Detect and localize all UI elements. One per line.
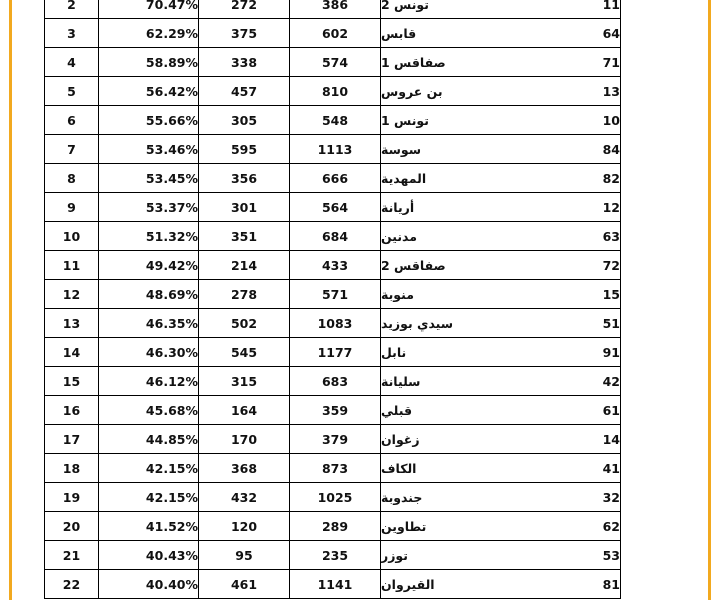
table-row	[45, 164, 621, 193]
region-name: جندوبة	[381, 489, 423, 505]
region-name: زغوان	[381, 431, 420, 447]
region-code: 61	[602, 402, 620, 418]
region-cell	[381, 396, 621, 425]
success-rate-cell: 42.15%	[99, 483, 199, 512]
table-row	[45, 106, 621, 135]
present-count-cell: 289	[290, 512, 381, 541]
success-rate-cell: 48.69%	[99, 280, 199, 309]
passed-count-cell: 356	[199, 164, 290, 193]
passed-count-cell: 457	[199, 77, 290, 106]
region-name: توزر	[381, 547, 408, 563]
present-count-cell: 684	[290, 222, 381, 251]
present-count-cell: 1083	[290, 309, 381, 338]
region-cell	[381, 19, 621, 48]
region-code: 64	[602, 25, 620, 41]
table-row	[45, 48, 621, 77]
region-code: 62	[602, 518, 620, 534]
table-row	[45, 309, 621, 338]
page-frame-left-border	[9, 0, 12, 600]
region-cell	[381, 48, 621, 77]
present-count-cell: 564	[290, 193, 381, 222]
region-name: تطاوين	[381, 518, 427, 534]
region-code: 12	[602, 199, 620, 215]
present-count-cell: 810	[290, 77, 381, 106]
region-code: 82	[602, 170, 620, 186]
passed-count-cell: 545	[199, 338, 290, 367]
success-rate-cell: 46.35%	[99, 309, 199, 338]
region-name: صفاقس 2	[381, 257, 446, 273]
success-rate-cell: 55.66%	[99, 106, 199, 135]
passed-count-cell: 278	[199, 280, 290, 309]
passed-count-cell: 272	[199, 0, 290, 19]
passed-count-cell: 305	[199, 106, 290, 135]
rank-cell: 17	[45, 425, 99, 454]
results-table	[44, 0, 621, 599]
success-rate-cell: 40.43%	[99, 541, 199, 570]
region-cell	[381, 367, 621, 396]
region-code: 53	[602, 547, 620, 563]
passed-count-cell: 368	[199, 454, 290, 483]
table-row	[45, 425, 621, 454]
passed-count-cell: 432	[199, 483, 290, 512]
rank-cell: 19	[45, 483, 99, 512]
rank-cell: 14	[45, 338, 99, 367]
table-row	[45, 338, 621, 367]
table-row	[45, 512, 621, 541]
rank-cell: 5	[45, 77, 99, 106]
region-cell	[381, 483, 621, 512]
rank-cell: 22	[45, 570, 99, 599]
present-count-cell: 1141	[290, 570, 381, 599]
rank-cell: 11	[45, 251, 99, 280]
region-cell	[381, 338, 621, 367]
present-count-cell: 602	[290, 19, 381, 48]
table-row	[45, 396, 621, 425]
success-rate-cell: 53.37%	[99, 193, 199, 222]
region-code: 81	[602, 576, 620, 592]
present-count-cell: 1025	[290, 483, 381, 512]
region-cell	[381, 77, 621, 106]
page-frame-right-border	[708, 0, 711, 600]
table-row	[45, 135, 621, 164]
region-code: 42	[602, 373, 620, 389]
rank-cell: 15	[45, 367, 99, 396]
present-count-cell: 873	[290, 454, 381, 483]
region-name: بن عروس	[381, 83, 443, 99]
passed-count-cell: 120	[199, 512, 290, 541]
rank-cell: 2	[45, 0, 99, 19]
rank-cell: 18	[45, 454, 99, 483]
present-count-cell: 683	[290, 367, 381, 396]
success-rate-cell: 51.32%	[99, 222, 199, 251]
region-name: أريانة	[381, 199, 415, 215]
region-name: سليانة	[381, 373, 421, 389]
present-count-cell: 379	[290, 425, 381, 454]
success-rate-cell: 42.15%	[99, 454, 199, 483]
region-name: قبلي	[381, 402, 413, 418]
table-row	[45, 77, 621, 106]
success-rate-cell: 58.89%	[99, 48, 199, 77]
present-count-cell: 386	[290, 0, 381, 19]
region-name: تونس 1	[381, 112, 429, 128]
region-name: منوبة	[381, 286, 414, 302]
region-cell	[381, 425, 621, 454]
region-cell	[381, 454, 621, 483]
region-code: 32	[602, 489, 620, 505]
success-rate-cell: 40.40%	[99, 570, 199, 599]
table-row	[45, 0, 621, 19]
region-code: 84	[602, 141, 620, 157]
table-row	[45, 222, 621, 251]
present-count-cell: 548	[290, 106, 381, 135]
present-count-cell: 571	[290, 280, 381, 309]
table-row	[45, 541, 621, 570]
region-code: 14	[602, 431, 620, 447]
region-code: 91	[602, 344, 620, 360]
region-name: صفاقس 1	[381, 54, 446, 70]
present-count-cell: 433	[290, 251, 381, 280]
region-code: 15	[602, 286, 620, 302]
region-code: 41	[602, 460, 620, 476]
region-cell	[381, 164, 621, 193]
passed-count-cell: 164	[199, 396, 290, 425]
present-count-cell: 235	[290, 541, 381, 570]
region-cell	[381, 135, 621, 164]
results-table-body	[45, 0, 621, 599]
rank-cell: 13	[45, 309, 99, 338]
passed-count-cell: 315	[199, 367, 290, 396]
region-name: القيروان	[381, 576, 435, 592]
passed-count-cell: 375	[199, 19, 290, 48]
rank-cell: 6	[45, 106, 99, 135]
present-count-cell: 666	[290, 164, 381, 193]
region-cell	[381, 309, 621, 338]
passed-count-cell: 95	[199, 541, 290, 570]
success-rate-cell: 53.46%	[99, 135, 199, 164]
passed-count-cell: 595	[199, 135, 290, 164]
region-name: المهدية	[381, 170, 427, 186]
present-count-cell: 1177	[290, 338, 381, 367]
region-cell	[381, 106, 621, 135]
success-rate-cell: 62.29%	[99, 19, 199, 48]
table-row	[45, 280, 621, 309]
rank-cell: 7	[45, 135, 99, 164]
region-cell	[381, 0, 621, 19]
table-row	[45, 570, 621, 599]
rank-cell: 12	[45, 280, 99, 309]
passed-count-cell: 214	[199, 251, 290, 280]
passed-count-cell: 338	[199, 48, 290, 77]
region-code: 13	[602, 83, 620, 99]
present-count-cell: 359	[290, 396, 381, 425]
table-row	[45, 483, 621, 512]
present-count-cell: 1113	[290, 135, 381, 164]
passed-count-cell: 351	[199, 222, 290, 251]
success-rate-cell: 70.47%	[99, 0, 199, 19]
region-name: قابس	[381, 25, 417, 41]
passed-count-cell: 502	[199, 309, 290, 338]
region-name: مدنين	[381, 228, 418, 244]
table-row	[45, 367, 621, 396]
rank-cell: 8	[45, 164, 99, 193]
region-cell	[381, 541, 621, 570]
region-cell	[381, 280, 621, 309]
success-rate-cell: 41.52%	[99, 512, 199, 541]
rank-cell: 9	[45, 193, 99, 222]
passed-count-cell: 170	[199, 425, 290, 454]
success-rate-cell: 46.12%	[99, 367, 199, 396]
rank-cell: 16	[45, 396, 99, 425]
region-code: 72	[602, 257, 620, 273]
region-code: 51	[602, 315, 620, 331]
present-count-cell: 574	[290, 48, 381, 77]
success-rate-cell: 45.68%	[99, 396, 199, 425]
success-rate-cell: 46.30%	[99, 338, 199, 367]
success-rate-cell: 49.42%	[99, 251, 199, 280]
region-name: تونس 2	[381, 0, 429, 12]
rank-cell: 21	[45, 541, 99, 570]
rank-cell: 10	[45, 222, 99, 251]
region-name: نابل	[381, 344, 407, 360]
region-cell	[381, 251, 621, 280]
passed-count-cell: 301	[199, 193, 290, 222]
success-rate-cell: 53.45%	[99, 164, 199, 193]
rank-cell: 20	[45, 512, 99, 541]
region-name: سوسة	[381, 141, 422, 157]
passed-count-cell: 461	[199, 570, 290, 599]
region-code: 63	[602, 228, 620, 244]
region-name: الكاف	[381, 460, 417, 476]
region-cell	[381, 570, 621, 599]
table-row	[45, 19, 621, 48]
region-code: 11	[602, 0, 620, 12]
region-code: 10	[602, 112, 620, 128]
table-row	[45, 251, 621, 280]
region-cell	[381, 222, 621, 251]
table-row	[45, 454, 621, 483]
table-row	[45, 193, 621, 222]
region-code: 71	[602, 54, 620, 70]
region-cell	[381, 512, 621, 541]
success-rate-cell: 56.42%	[99, 77, 199, 106]
region-name: سيدي بوزيد	[381, 315, 454, 331]
rank-cell: 4	[45, 48, 99, 77]
rank-cell: 3	[45, 19, 99, 48]
region-cell	[381, 193, 621, 222]
success-rate-cell: 44.85%	[99, 425, 199, 454]
